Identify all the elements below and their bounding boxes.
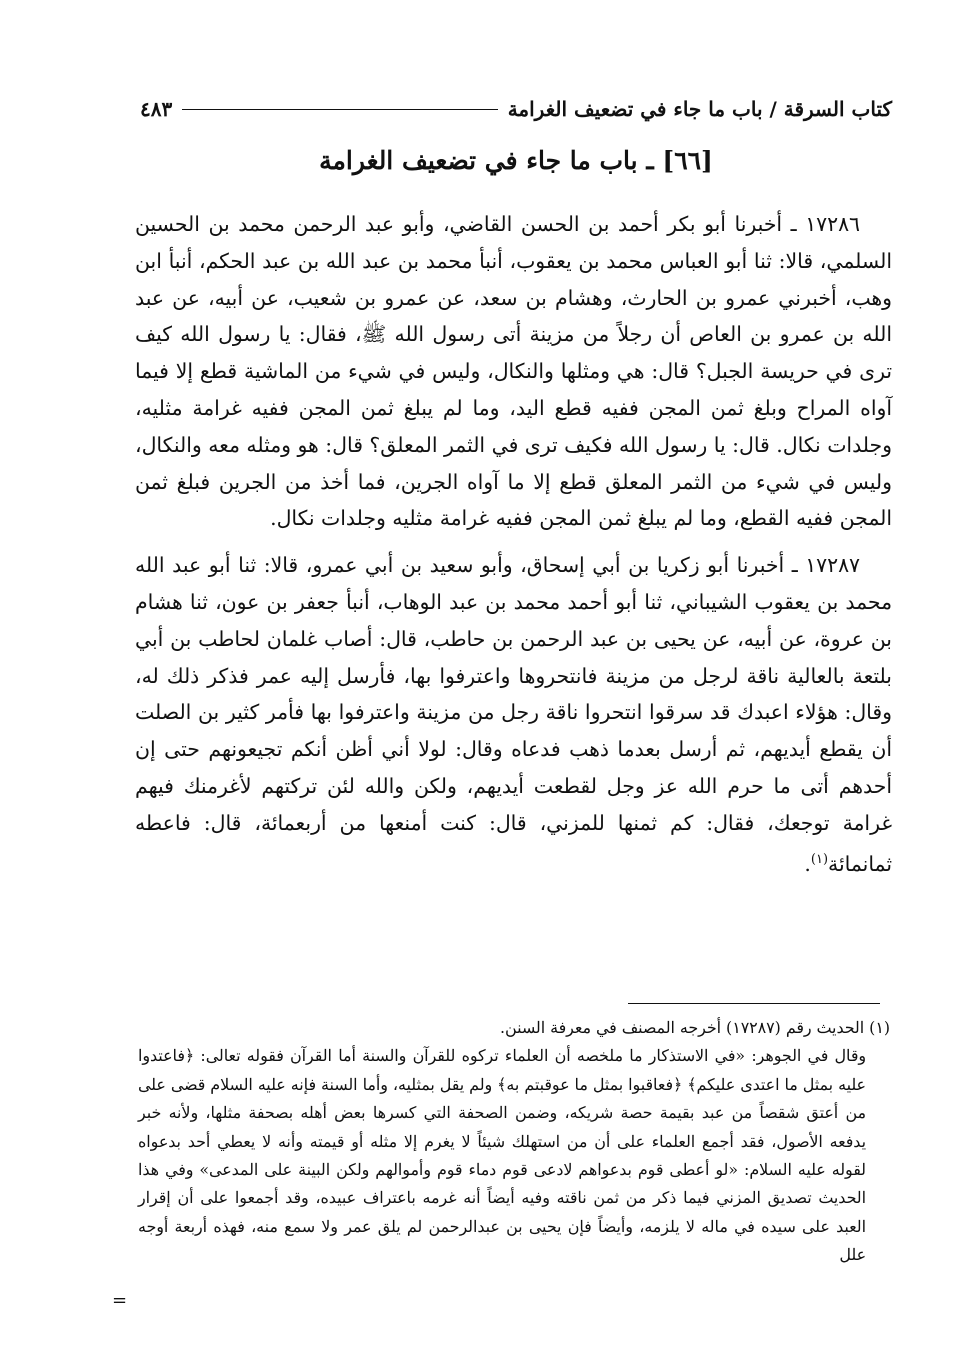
chapter-title: [٦٦] ـ باب ما جاء في تضعيف الغرامة [319,146,713,175]
main-text [135,206,892,882]
page-number: ٤٨٣ [140,97,173,121]
hadith-text: ١٧٢٨٧ ـ أخبرنا أبو زكريا بن أبي إسحاق، وأبو سعيد بن أبي عمرو، قالا: ثنا أبو عبد الله محمد بن يعقوب الشيباني، ثنا أبو أحمد محمد بن عبد الوهاب، أنبأ جعفر بن عون، ثنا هشام بن عروة، عن أبيه، عن يحيى بن عبد الرحمن بن حاطب، قال: أصاب غلمان لحاطب بن أبي بلتعة بالعالية ناقة لرجل من مزينة فانتحروها واعترفوا بها، فأرسل إليه عمر فذكر ذلك له، وقال: هؤلاء اعبدك قد سرقوا انتحروا ناقة رجل من مزينة واعترفوا بها فأمر كثير بن الصلت أن يقطع أيديهم، ثم أرسل بعدما ذهب فدعاه وقال: لولا أني أظن أنكم تجيعونهم حتى إن أحدهم أتى ما حرم الله عز وجل لقطعت أيديهم، ولكن والله لئن تركتهم لأغرمنك فيهم غرامة توجعك، فقال: كم ثمنها للمزني، قال: كنت أمنعها من أربعمائة، قال: فاعطه ثمانمائة [135,553,892,876]
header-rule [182,109,497,110]
footnote-commentary: وقال في الجوهر: «في الاستذكار ما ملخصه أن العلماء تركوه للقرآن والسنة أما القرآن فقوله تعالى: ﴿فاعتدوا عليه بمثل ما اعتدى عليكم﴾ ﴿فعاقبوا بمثل ما عوقبتم به﴾ ولم يقل بمثليه، وأما السنة فإنه عليه السلام قضى على من أعتق شقصاً من عبد بقيمة حصة شريكه، وضمن الصحفة التي كسرها بعض أهله بصحفة مثلها، ولأنه خبر يدفعه الأصول، فقد أجمع العلماء على أن من استهلك شيئاً لا يغرم إلا مثله أو قيمته وأنه لا يعطي أحد بدعواه لقوله عليه السلام: «لو أعطى قوم بدعواهم لادعى قوم دماء قوم وأموالهم ولكن البينة على المدعى» وفي هذا الحديث تصديق المزني فيما ذكر من ثمن ناقته وفيه أيضاً أنه غرمه باعتراف عبيده، وقد أجمعوا على أن إقرار العبد على سيده في ماله لا يلزمه، وأيضاً فإن يحيى بن عبدالرحمن لم يلق عمر ولا سمع منه، فهذه أربعة أوجه علل [138,1046,866,1265]
footnote-separator [628,1003,880,1004]
footnotes [138,1014,890,1270]
running-header [140,92,892,126]
hadith-17287 [135,547,892,882]
hadith-17286: ١٧٢٨٦ ـ أخبرنا أبو بكر أحمد بن الحسن القاضي، وأبو عبد الرحمن محمد بن الحسين السلمي، قالا: ثنا أبو العباس محمد بن يعقوب، أنبأ محمد بن عبد الله بن عبد الحكم، أنبأ ابن وهب، أخبرني عمرو بن الحارث، وهشام بن سعد، عن عمرو بن شعيب، عن أبيه، عن عبد الله بن عمرو بن العاص أن رجلاً من مزينة أتى رسول الله ﷺ، فقال: يا رسول الله كيف ترى في حريسة الجبل؟ قال: هي ومثلها والنكال، وليس في شيء من الماشية قطع إلا فيما آواه المراح وبلغ ثمن المجن ففيه قطع اليد، وما لم يبلغ ثمن المجن ففيه غرامة مثليه، وجلدات نكال. قال: يا رسول الله فكيف ترى في الثمر المعلق؟ قال: هو ومثله معه والنكال، وليس في شيء من الثمر المعلق قطع إلا ما آواه الجرين، فما أخذ من الجرين فبلغ ثمن المجن ففيه القطع، وما لم يبلغ ثمن المجن ففيه غرامة مثليه وجلدات نكال. [135,212,892,531]
sentence-end: . [804,851,811,876]
running-title: كتاب السرقة / باب ما جاء في تضعيف الغرامة [507,97,892,121]
continuation-mark: = [112,1290,128,1311]
footnote-1: (١) الحديث رقم (١٧٢٨٧) أخرجه المصنف في معرفة السنن. [500,1018,890,1037]
footnote-reference[interactable]: (١) [810,851,829,867]
